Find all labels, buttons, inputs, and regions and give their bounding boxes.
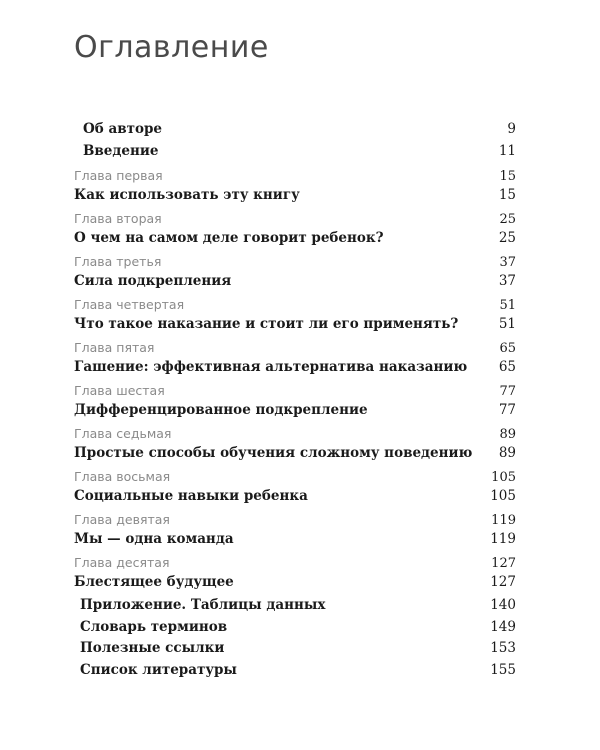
chapter-title-label: Блестящее будущее: [74, 574, 234, 590]
toc-chapter-title-9[interactable]: [74, 529, 516, 549]
chapter-title-page: 15: [498, 187, 516, 203]
toc-chapter-title-2[interactable]: [74, 228, 516, 248]
toc-entry-label: Об авторе: [83, 121, 162, 137]
chapter-number-page: 119: [491, 513, 516, 528]
chapter-number-label: Глава первая: [74, 168, 163, 183]
chapter-number-page: 127: [491, 556, 516, 571]
chapter-number-page: 65: [499, 341, 516, 356]
chapter-number-label: Глава третья: [74, 254, 162, 269]
toc-entry-page: 140: [490, 597, 516, 613]
chapter-number-label: Глава седьмая: [74, 426, 172, 441]
chapter-number-page: 15: [499, 169, 516, 184]
page-title: Оглавление: [74, 30, 269, 65]
chapter-number-label: Глава четвертая: [74, 297, 185, 312]
toc-chapter-title-6[interactable]: [74, 400, 516, 420]
toc-chapter-title-4[interactable]: [74, 314, 516, 334]
chapter-number-page: 51: [499, 298, 516, 313]
table-of-contents: [74, 118, 516, 681]
chapter-title-page: 105: [490, 488, 516, 504]
chapter-title-page: 127: [490, 574, 516, 590]
toc-entry-useful-links[interactable]: [74, 638, 516, 660]
chapter-title-label: Сила подкрепления: [74, 273, 232, 289]
toc-chapter-title-7[interactable]: [74, 443, 516, 463]
toc-chapter-number-4[interactable]: [74, 296, 516, 314]
chapter-title-label: Гашение: эффективная альтернатива наказанию: [74, 359, 468, 375]
chapter-number-page: 105: [491, 470, 516, 485]
chapter-title-page: 89: [498, 445, 516, 461]
toc-chapter-number-1[interactable]: [74, 167, 516, 185]
chapter-number-label: Глава пятая: [74, 340, 155, 355]
toc-entry-about-author[interactable]: [74, 118, 516, 140]
toc-chapter-title-5[interactable]: [74, 357, 516, 377]
chapter-title-label: Что такое наказание и стоит ли его применять?: [74, 316, 459, 332]
chapter-title-page: 65: [498, 359, 516, 375]
toc-entry-label: Список литературы: [80, 661, 237, 678]
toc-entry-page: 11: [498, 143, 516, 159]
toc-entry-glossary[interactable]: [74, 617, 516, 639]
chapter-number-label: Глава девятая: [74, 512, 170, 527]
toc-chapter-title-10[interactable]: [74, 572, 516, 592]
chapter-number-page: 89: [499, 427, 516, 442]
chapter-title-page: 25: [498, 230, 516, 246]
chapter-title-label: Мы — одна команда: [74, 531, 234, 547]
toc-chapter-number-6[interactable]: [74, 382, 516, 400]
toc-entry-page: 9: [507, 121, 516, 137]
toc-entry-page: 149: [490, 618, 516, 635]
toc-entry-introduction[interactable]: [74, 140, 516, 162]
chapter-number-label: Глава шестая: [74, 383, 165, 398]
toc-chapter-title-1[interactable]: [74, 185, 516, 205]
toc-entry-appendix[interactable]: [74, 595, 516, 617]
chapter-title-label: Как использовать эту книгу: [74, 187, 300, 203]
chapter-number-label: Глава восьмая: [74, 469, 171, 484]
chapter-number-page: 77: [499, 384, 516, 399]
toc-chapter-number-2[interactable]: [74, 210, 516, 228]
toc-chapter-number-5[interactable]: [74, 339, 516, 357]
toc-chapter-number-3[interactable]: [74, 253, 516, 271]
chapter-title-label: Дифференцированное подкрепление: [74, 402, 368, 418]
chapter-title-page: 51: [498, 316, 516, 332]
toc-entry-page: 153: [490, 640, 516, 656]
toc-entry-label: Полезные ссылки: [80, 640, 225, 656]
chapter-number-page: 37: [499, 255, 516, 270]
chapter-title-page: 119: [490, 531, 516, 547]
toc-chapter-number-7[interactable]: [74, 425, 516, 443]
toc-entry-label: Введение: [83, 143, 159, 159]
toc-chapter-title-8[interactable]: [74, 486, 516, 506]
chapter-title-page: 37: [498, 273, 516, 289]
chapter-number-label: Глава вторая: [74, 211, 162, 226]
toc-entry-label: Словарь терминов: [80, 618, 228, 635]
chapter-title-label: Простые способы обучения сложному поведению: [74, 445, 473, 461]
toc-entry-page: 155: [490, 661, 516, 678]
toc-chapter-title-3[interactable]: [74, 271, 516, 291]
toc-entry-label: Приложение. Таблицы данных: [80, 597, 326, 613]
chapter-title-label: Социальные навыки ребенка: [74, 488, 308, 504]
chapter-number-label: Глава десятая: [74, 555, 170, 570]
toc-chapter-number-9[interactable]: [74, 511, 516, 529]
toc-chapter-number-8[interactable]: [74, 468, 516, 486]
chapter-title-label: О чем на самом деле говорит ребенок?: [74, 230, 384, 246]
toc-entry-bibliography[interactable]: [74, 660, 516, 682]
toc-chapter-number-10[interactable]: [74, 554, 516, 572]
chapter-title-page: 77: [498, 402, 516, 418]
chapter-number-page: 25: [499, 212, 516, 227]
